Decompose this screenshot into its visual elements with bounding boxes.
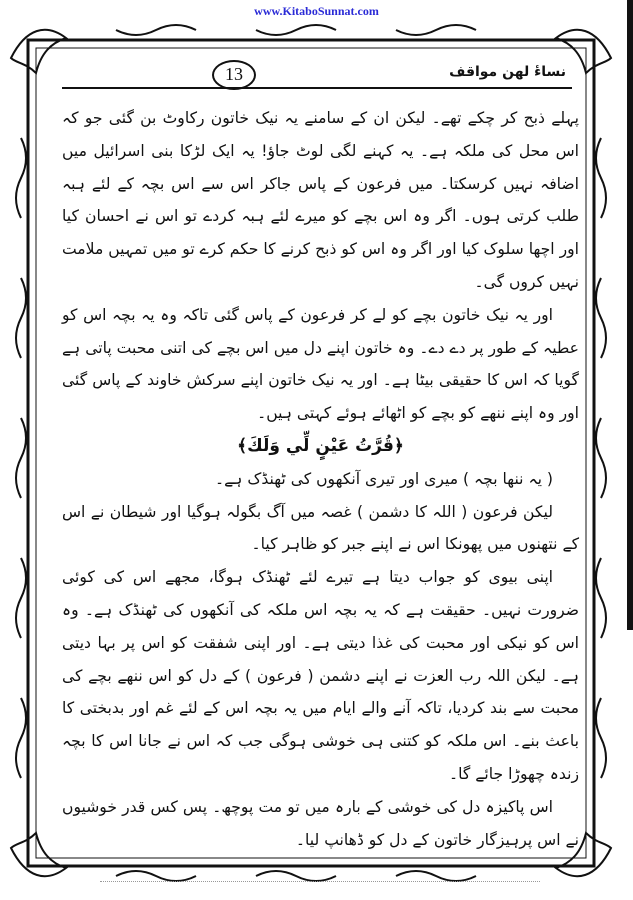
header-divider [62, 87, 572, 89]
book-title: نساءٔ لهن مواقف [449, 64, 566, 80]
scan-edge [627, 0, 633, 630]
page-number: 13 [212, 60, 256, 90]
page-header [62, 62, 572, 88]
paragraph: اس پاکیزہ دل کی خوشی کے بارہ میں تو مت پوچھ۔ پس کس قدر خوشیوں نے اس پرہیزگار خاتون کے دل کو ڈھانپ لیا۔ [62, 797, 579, 849]
paragraph: لیکن فرعون ( اللہ کا دشمن ) غصہ میں آگ بگولہ ہوگیا اور شیطان نے اس کے نتھنوں میں پھونکا اس نے اپنے جبر کو ظاہر کیا۔ [62, 502, 579, 554]
verse-translation: ( یہ ننھا بچہ ) میری اور تیری آنکھوں کی ٹھنڈک ہے۔ [215, 469, 553, 488]
footer-strip [100, 881, 540, 892]
paragraph: اپنی بیوی کو جواب دیتا ہے تیرے لئے ٹھنڈک ہوگا، مجھے اس کی کوئی ضرورت نہیں۔ حقیقت ہے کہ یہ بچہ اس ملکہ کی آنکھوں کی ٹھنڈک ہے۔ وہ اس کو نیکی اور محبت کی غذا دیتی ہے۔ اور اپنی شفقت کو اس پر بہا دیتی ہے۔ لیکن اللہ رب العزت نے اپنے دشمن ( فرعون ) کے دل کو اس ننھے بچے کی محبت سے بند کردیا، تاکہ آنے والے ایام میں یہ بچہ اس کے لئے غم اور بدبختی کا باعث بنے۔ اس ملکہ کو کتنی ہی خوشی ہوگی جب کہ اس نے جانا اس کا بچہ زندہ چھوڑا جائے گا۔ [62, 568, 579, 783]
paragraph: پہلے ذبح کر چکے تھے۔ لیکن ان کے سامنے یہ نیک خاتون رکاوٹ بن گئی جو کہ اس محل کی ملکہ ہے۔ یہ کہنے لگی لوٹ جاؤ! یہ ایک لڑکا بنی اسرائیل میں اضافہ نہیں کرسکتا۔ میں فرعون کے پاس جاکر اس سے اس بچہ کے لئے ہبہ طلب کرتی ہوں۔ اگر وہ اس بچے کو میرے لئے ہبہ کردے تو اس نے احسان کیا اور اچھا سلوک کیا اور اگر وہ اس کو ذبح کرنے کا حکم کرے تو میں تمہیں ملامت نہیں کروں گی۔ [62, 109, 579, 291]
body-text [62, 102, 579, 856]
paragraph: اور یہ نیک خاتون بچے کو لے کر فرعون کے پاس گئی تاکہ وہ یہ بچہ اس کو عطیہ کے طور پر دے دے۔ وہ خاتون اپنے دل میں اس بچے کی اتنی محبت پاتی ہے گویا کہ اس کا حقیقی بیٹا ہے۔ اور یہ نیک خاتون اپنے سرکش خاوند کے پاس گئی اور وہ اپنے ننھے کو بچے کو اٹھائے ہوئے کہتی ہیں۔ [62, 305, 579, 423]
site-url: www.KitaboSunnat.com [254, 4, 379, 18]
quran-verse: ﴿قُرَّتُ عَيْنٍ لِّي وَلَكَ﴾ [237, 435, 404, 456]
